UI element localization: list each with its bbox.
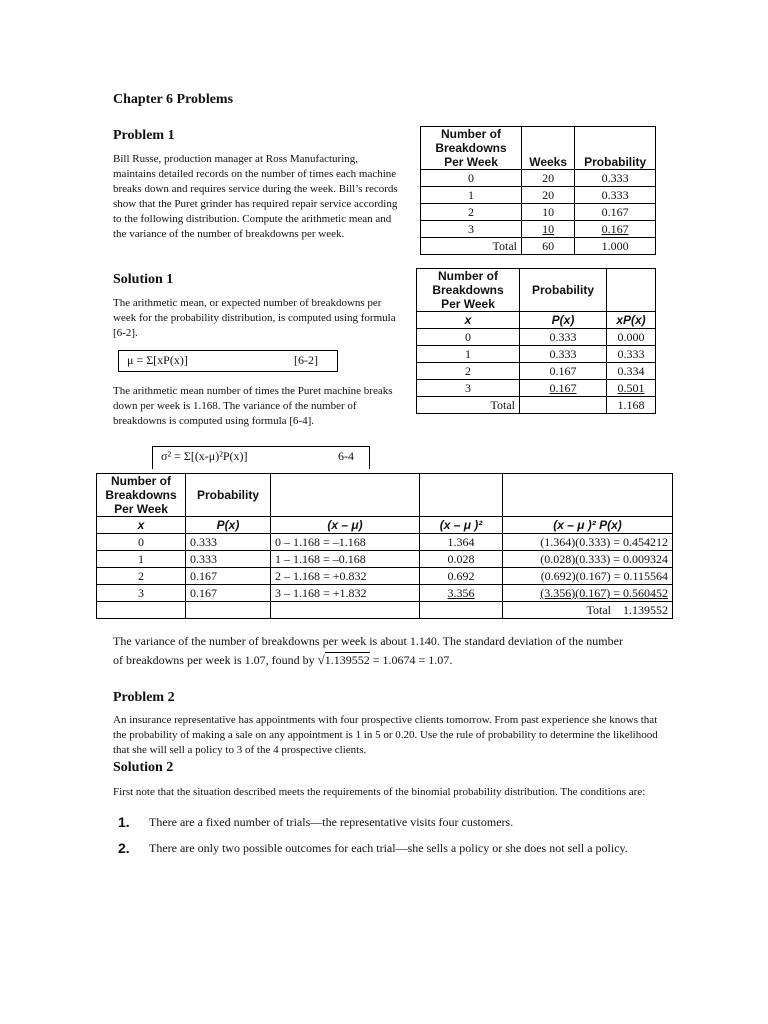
t1-cell: 10 <box>522 204 575 221</box>
variance-text-line1: The variance of the number of breakdowns per week is about 1.140. The standard deviation of the number <box>113 634 623 648</box>
formula-variance: σ² = Σ[(x-μ)²P(x)] <box>161 449 248 463</box>
variance-text-line2: of breakdowns per week is 1.07, found by <box>113 653 315 667</box>
t3-cell: 1.364 <box>420 534 503 551</box>
solution2-heading: Solution 2 <box>113 760 174 775</box>
t1-total-weeks: 60 <box>522 238 575 255</box>
table-row <box>421 187 656 204</box>
t2-header-probability: Probability <box>520 269 607 312</box>
t1-cell: 20 <box>522 187 575 204</box>
t2-total-blank <box>520 397 607 414</box>
t3-cell: 3.356 <box>420 585 503 602</box>
formula-variance-box <box>152 446 370 469</box>
t2-total-value: 1.168 <box>607 397 656 414</box>
breakdowns-weeks-table <box>420 126 656 255</box>
t1-cell: 0.333 <box>575 187 656 204</box>
t3-header-breakdowns: Number of Breakdowns Per Week <box>97 474 186 517</box>
table-row <box>417 380 656 397</box>
table-row <box>97 534 673 551</box>
t3-header-blank <box>503 474 673 517</box>
t1-cell: 0 <box>421 170 522 187</box>
t2-cell: 0.000 <box>607 329 656 346</box>
t1-header-breakdowns: Number of Breakdowns Per Week <box>421 127 522 170</box>
t3-cell: 2 <box>97 568 186 585</box>
t2-cell: 3 <box>417 380 520 397</box>
t1-cell: 2 <box>421 204 522 221</box>
t2-cell: 0.167 <box>520 380 607 397</box>
list-item-text: There are only two possible outcomes for each trial—she sells a policy or she does not sell a policy. <box>149 841 628 855</box>
solution1-text2: The arithmetic mean number of times the Puret machine breaks down per week is 1.168. The variance of the number of breakdowns is computed using formula [6-4]. <box>113 385 393 427</box>
t3-cell: 3 – 1.168 = +1.832 <box>271 585 420 602</box>
t1-total-label: Total <box>421 238 522 255</box>
solution1-heading: Solution 1 <box>113 272 174 287</box>
problem2-heading: Problem 2 <box>113 690 175 705</box>
t3-cell: 0.167 <box>186 568 271 585</box>
t2-cell: 0.333 <box>607 346 656 363</box>
t2-cell: 2 <box>417 363 520 380</box>
t3-cell: (0.692)(0.167) = 0.115564 <box>503 568 673 585</box>
table-row <box>421 221 656 238</box>
t3-total-blank <box>186 602 271 619</box>
problem1-text: Bill Russe, production manager at Ross Manufacturing, maintains detailed records on the number of times each machine breaks down and requires service during the week. Bill’s records show that the Puret grinder has required repair service according to the following distribution. Compute the arithmetic mean and the variance of the number of breakdowns per week. <box>113 153 398 240</box>
list-item-number: 2. <box>118 840 130 856</box>
t2-header-breakdowns: Number of Breakdowns Per Week <box>417 269 520 312</box>
table-row <box>417 346 656 363</box>
formula-mean-ref: [6-2] <box>294 353 318 367</box>
t3-header-blank <box>420 474 503 517</box>
t2-cell: 0.334 <box>607 363 656 380</box>
t3-header-blank <box>271 474 420 517</box>
t3-cell: 0 <box>97 534 186 551</box>
t3-cell: 1 – 1.168 = –0.168 <box>271 551 420 568</box>
problem1-heading: Problem 1 <box>113 128 175 143</box>
chapter-title: Chapter 6 Problems <box>113 92 234 107</box>
t1-cell: 0.167 <box>575 204 656 221</box>
formula-mean-box <box>118 350 338 372</box>
t3-total-blank <box>97 602 186 619</box>
t3-cell: 0.333 <box>186 551 271 568</box>
t3-cell: 1 <box>97 551 186 568</box>
t2-cell: 0 <box>417 329 520 346</box>
t1-cell: 20 <box>522 170 575 187</box>
t2-subheader-xpx: xP(x) <box>607 312 656 329</box>
sqrt-symbol-icon: √ <box>317 652 325 667</box>
t3-subheader-x: x <box>97 517 186 534</box>
t1-cell: 0.333 <box>575 170 656 187</box>
t2-cell: 0.333 <box>520 329 607 346</box>
table-row <box>421 238 656 255</box>
t3-cell: 0.692 <box>420 568 503 585</box>
problem2-text: An insurance representative has appointments with four prospective clients tomorrow. From past experience she knows that the probability of making a sale on any appointment is 1 in 5 or 0.20. Use the rule of probability to determine the likelihood that she will sell a policy to 3 of the 4 prospective clients. <box>113 714 658 756</box>
t3-cell: 0.333 <box>186 534 271 551</box>
t3-total-value: 1.139552 <box>623 603 668 617</box>
variance-calculation-table <box>96 473 673 619</box>
t3-cell: 0.028 <box>420 551 503 568</box>
formula-mean: μ = Σ[xP(x)] <box>127 353 188 367</box>
t2-subheader-x: x <box>417 312 520 329</box>
t3-cell: (1.364)(0.333) = 0.454212 <box>503 534 673 551</box>
t3-total-label: Total <box>586 603 611 617</box>
table-row <box>97 602 673 619</box>
t3-subheader-px: P(x) <box>186 517 271 534</box>
t2-cell: 0.167 <box>520 363 607 380</box>
t3-subheader-deviation: (x – μ) <box>271 517 420 534</box>
t3-subheader-weighted: (x – μ )² P(x) <box>503 517 673 534</box>
table-row <box>421 170 656 187</box>
table-row <box>97 585 673 602</box>
t3-total-blank <box>420 602 503 619</box>
t3-cell: (0.028)(0.333) = 0.009324 <box>503 551 673 568</box>
table-row <box>417 329 656 346</box>
t3-cell: (3.356)(0.167) = 0.560452 <box>503 585 673 602</box>
t2-subheader-px: P(x) <box>520 312 607 329</box>
table-row <box>97 568 673 585</box>
t2-total-label: Total <box>417 397 520 414</box>
list-item <box>118 840 658 876</box>
t1-header-probability: Probability <box>575 127 656 170</box>
t1-cell: 1 <box>421 187 522 204</box>
t3-cell: 0.167 <box>186 585 271 602</box>
t3-subheader-squared: (x – μ )² <box>420 517 503 534</box>
t3-total-cell <box>503 602 673 619</box>
t1-cell: 10 <box>522 221 575 238</box>
t3-cell: 2 – 1.168 = +0.832 <box>271 568 420 585</box>
t3-cell: 0 – 1.168 = –1.168 <box>271 534 420 551</box>
t2-cell: 0.333 <box>520 346 607 363</box>
t3-header-probability: Probability <box>186 474 271 517</box>
mean-calculation-table <box>416 268 656 414</box>
table-row <box>421 204 656 221</box>
solution1-text1: The arithmetic mean, or expected number of breakdowns per week for the probability distribution, is computed using formula [6-2]. <box>113 297 396 339</box>
t1-header-weeks: Weeks <box>522 127 575 170</box>
list-item-number: 1. <box>118 814 130 830</box>
t2-cell: 1 <box>417 346 520 363</box>
list-item <box>118 814 658 834</box>
sqrt-result: = 1.0674 = 1.07 <box>372 653 450 667</box>
t2-header-blank <box>607 269 656 312</box>
t1-total-prob: 1.000 <box>575 238 656 255</box>
t2-cell: 0.501 <box>607 380 656 397</box>
formula-variance-ref: 6-4 <box>338 449 354 463</box>
t1-cell: 0.167 <box>575 221 656 238</box>
solution2-text: First note that the situation described meets the requirements of the binomial probability distribution. The conditions are: <box>113 786 646 798</box>
table-row <box>417 363 656 380</box>
table-row <box>97 551 673 568</box>
t1-cell: 3 <box>421 221 522 238</box>
t3-cell: 3 <box>97 585 186 602</box>
sqrt-argument: 1.139552 <box>324 653 370 667</box>
table-row <box>417 397 656 414</box>
variance-text-line2-wrap: of breakdowns per week is 1.07, found by √1.139552 = 1.0674 = 1.07. <box>113 652 453 667</box>
list-item-text: There are a fixed number of trials—the representative visits four customers. <box>149 815 514 829</box>
t3-total-blank <box>271 602 420 619</box>
